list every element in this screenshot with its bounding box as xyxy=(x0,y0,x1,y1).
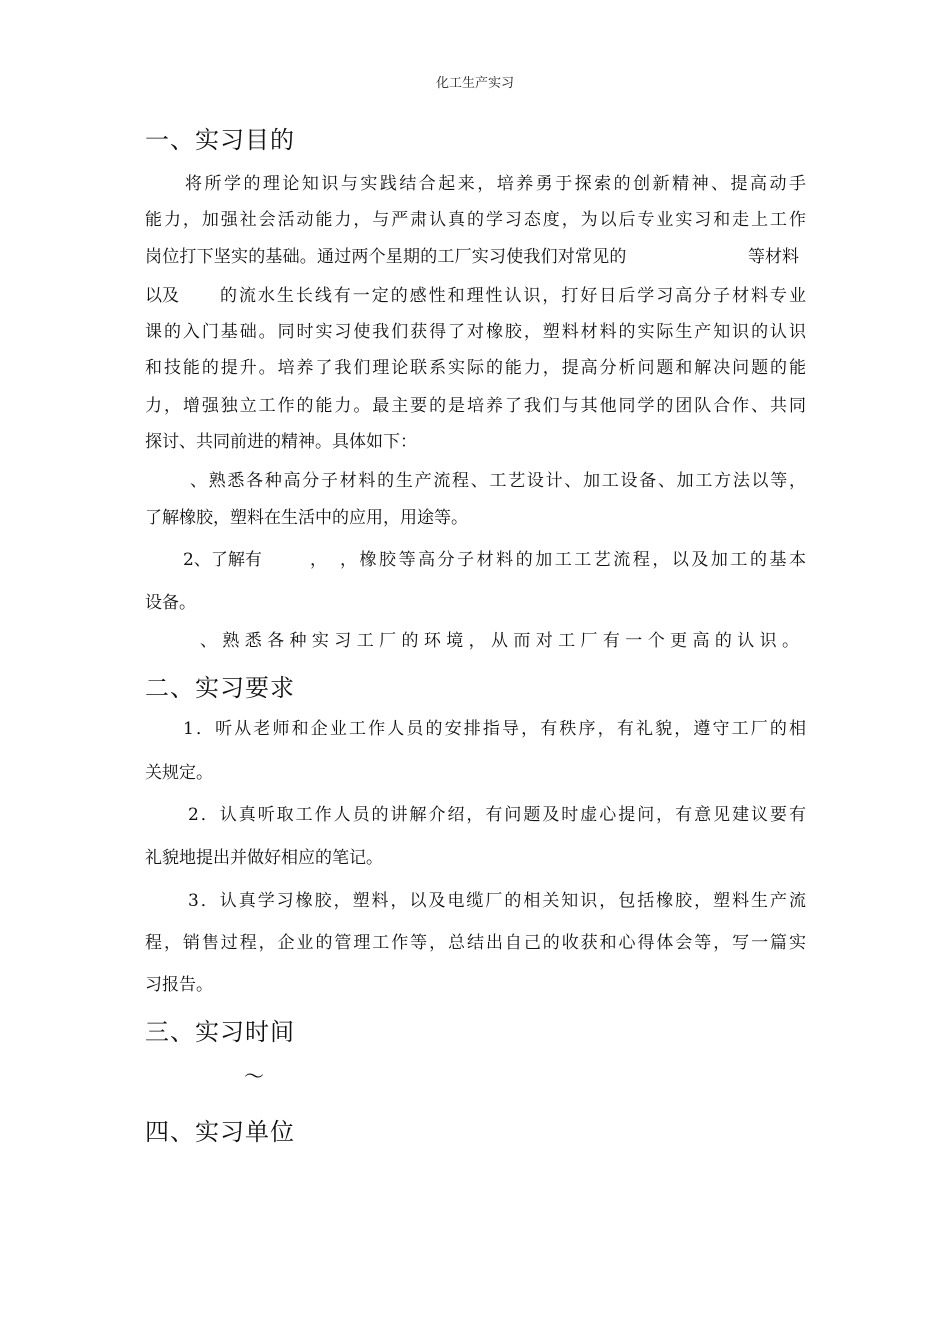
paragraph-line: 和技能的提升。培养了我们理论联系实际的能力，提高分析问题和解决问题的能 xyxy=(145,358,806,378)
paragraph-line: 将所学的理论知识与实践结合起来，培养勇于探索的创新精神、提高动手 xyxy=(185,174,806,194)
section-heading-purpose: 一、实习目的 xyxy=(145,126,295,154)
date-range-separator: ～ xyxy=(244,1064,264,1088)
list-item-line: ，橡胶等高分子材料的加工工艺流程，以及加工的基本 xyxy=(340,550,806,570)
requirement-line: 程，销售过程，企业的管理工作等，总结出自己的收获和心得体会等，写一篇实 xyxy=(145,933,806,953)
section-heading-unit: 四、实习单位 xyxy=(145,1118,295,1146)
section-heading-time: 三、实习时间 xyxy=(145,1018,295,1046)
paragraph-fragment: 以及 xyxy=(145,286,179,306)
requirement-line: 习报告。 xyxy=(145,975,213,995)
list-item-line: 、熟悉各种高分子材料的生产流程、工艺设计、加工设备、加工方法以等， xyxy=(190,471,806,491)
list-item-line: 、熟悉各种实习工厂的环境，从而对工厂有一个更高的认识。 xyxy=(200,631,801,651)
paragraph-line: 能力，加强社会活动能力，与严肃认真的学习态度，为以后专业实习和走上工作 xyxy=(145,210,806,230)
paragraph-line: 岗位打下坚实的基础。通过两个星期的工厂实习使我们对常见的 xyxy=(145,247,627,267)
paragraph-fragment: 等材料 xyxy=(748,247,799,267)
requirement-line: 3．认真学习橡胶，塑料，以及电缆厂的相关知识，包括橡胶，塑料生产流 xyxy=(188,891,806,911)
paragraph-line: 力，增强独立工作的能力。最主要的是培养了我们与其他同学的团队合作、共同 xyxy=(145,396,806,416)
requirement-line: 2．认真听取工作人员的讲解介绍，有问题及时虚心提问，有意见建议要有 xyxy=(188,805,806,825)
paragraph-line: 探讨、共同前进的精神。具体如下： xyxy=(145,432,417,452)
list-item-line: 了解橡胶，塑料在生活中的应用，用途等。 xyxy=(145,508,468,528)
paragraph-line: 的流水生长线有一定的感性和理性认识，打好日后学习高分子材料专业 xyxy=(220,286,806,306)
requirement-line: 关规定。 xyxy=(145,763,213,783)
list-item-fragment: ， xyxy=(310,550,327,570)
list-item-number: 2、了解有 xyxy=(183,550,262,570)
paragraph-line: 课的入门基础。同时实习使我们获得了对橡胶，塑料材料的实际生产知识的认识 xyxy=(145,322,806,342)
requirement-line: 礼貌地提出并做好相应的笔记。 xyxy=(145,848,383,868)
section-heading-requirements: 二、实习要求 xyxy=(145,674,295,702)
list-item-line: 设备。 xyxy=(145,593,196,613)
page-header: 化工生产实习 xyxy=(435,76,514,91)
requirement-line: 1．听从老师和企业工作人员的安排指导，有秩序，有礼貌，遵守工厂的相 xyxy=(183,719,806,739)
